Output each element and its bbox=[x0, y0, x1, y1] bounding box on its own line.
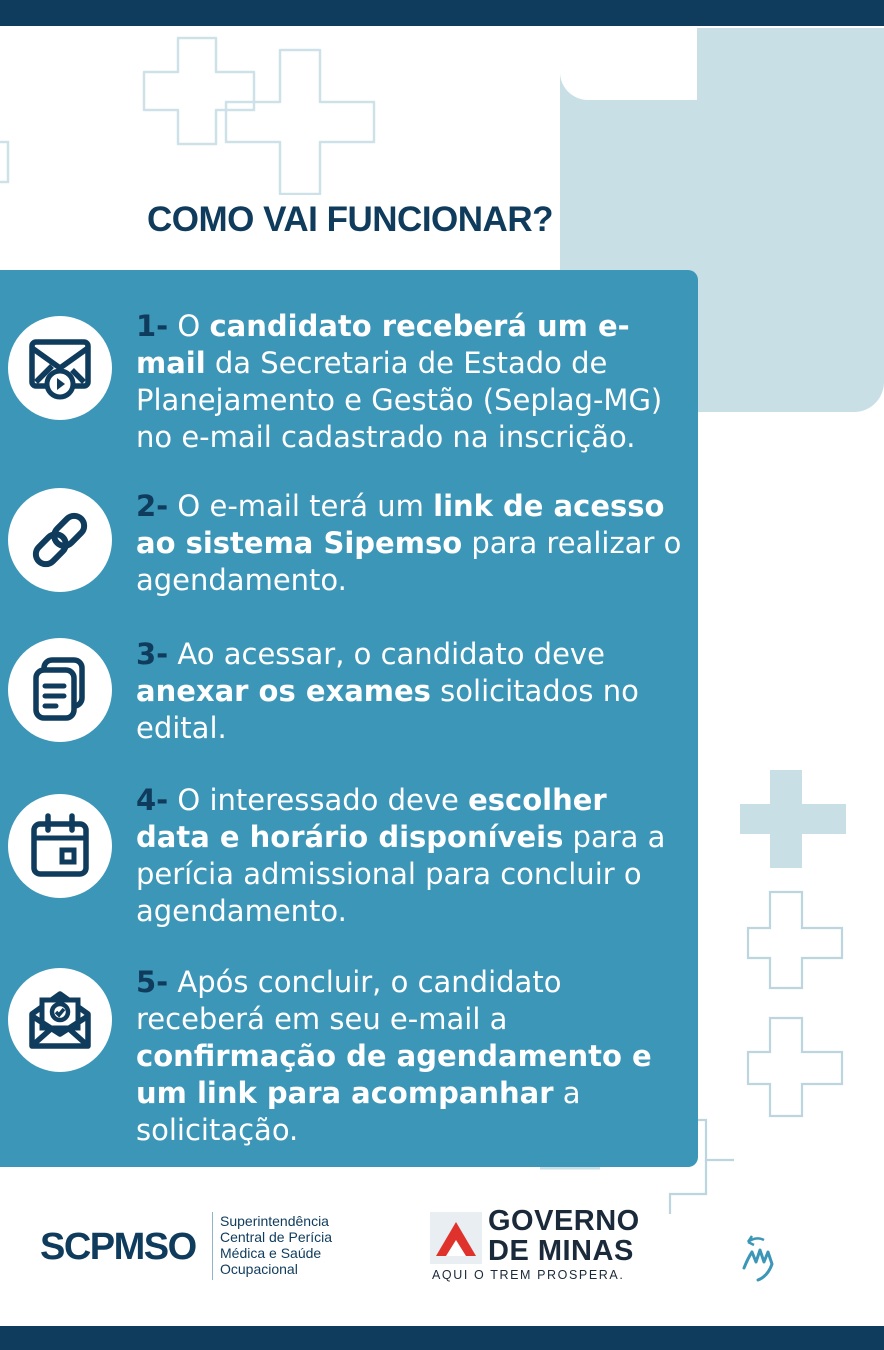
envelope-check-icon bbox=[24, 984, 96, 1056]
step-3-text bbox=[136, 636, 686, 747]
steps-panel bbox=[0, 270, 698, 1167]
step-text-bold: link de acesso ao sistema Sipemso bbox=[136, 489, 665, 560]
step-text-part: solicitados no edital. bbox=[136, 674, 639, 745]
step-text-part: Após concluir, o candidato receberá em seu e-mail a bbox=[136, 965, 562, 1036]
governo-line2: DE MINAS bbox=[488, 1235, 634, 1267]
step-3-icon-circle bbox=[8, 638, 112, 742]
background-block-cut bbox=[560, 28, 697, 100]
step-text-part: da Secretaria de Estado de Planejamento e Gestão (Seplag-MG) no e-mail cadastrado na inscrição. bbox=[136, 346, 663, 454]
page-title: COMO VAI FUNCIONAR? bbox=[147, 200, 553, 239]
swipe-hand-icon bbox=[738, 1232, 786, 1284]
step-number: 5- bbox=[136, 965, 169, 999]
step-text-part: para realizar o agendamento. bbox=[136, 526, 682, 597]
step-number: 2- bbox=[136, 489, 169, 523]
governo-tagline: AQUI O TREM PROSPERA. bbox=[432, 1268, 625, 1282]
cross-outline-decoration-top bbox=[0, 20, 420, 195]
scpmso-subtitle-line: Ocupacional bbox=[220, 1261, 298, 1277]
envelope-play-icon bbox=[24, 332, 96, 404]
step-text-part: Ao acessar, o candidato deve bbox=[168, 637, 605, 671]
step-5-icon-circle bbox=[8, 968, 112, 1072]
step-4-icon-circle bbox=[8, 794, 112, 898]
governo-line1: GOVERNO bbox=[488, 1205, 640, 1237]
bottom-bar bbox=[0, 1326, 884, 1350]
step-text-bold: confirmação de agendamento e um link para acompanhar bbox=[136, 1039, 652, 1110]
scpmso-subtitle-line: Central de Perícia bbox=[220, 1229, 333, 1245]
step-text-bold: escolher data e horário disponíveis bbox=[136, 783, 607, 854]
scpmso-subtitle-line: Médica e Saúde bbox=[220, 1245, 322, 1261]
scpmso-subtitle bbox=[220, 1213, 332, 1277]
step-number: 3- bbox=[136, 637, 169, 671]
scpmso-logo: SCPMSO bbox=[40, 1226, 196, 1268]
governo-minas-logo bbox=[488, 1206, 640, 1266]
step-text-part: O bbox=[168, 309, 210, 343]
step-text-part: O e-mail terá um bbox=[168, 489, 434, 523]
step-text-part: a solicitação. bbox=[136, 1076, 581, 1147]
calendar-icon bbox=[24, 810, 96, 882]
scpmso-subtitle-line: Superintendência bbox=[220, 1213, 329, 1229]
step-text-part: O interessado deve bbox=[168, 783, 469, 817]
governo-minas-triangle-icon bbox=[430, 1212, 482, 1264]
step-5-text bbox=[136, 964, 686, 1149]
step-4-text bbox=[136, 782, 686, 930]
step-text-bold: anexar os exames bbox=[136, 674, 431, 708]
step-2-icon-circle bbox=[8, 488, 112, 592]
step-text-part: para a perícia admissional para concluir o agendamento. bbox=[136, 820, 666, 928]
step-text-bold: candidato receberá um e-mail bbox=[136, 309, 630, 380]
documents-icon bbox=[24, 654, 96, 726]
step-2-text bbox=[136, 488, 686, 599]
scpmso-separator bbox=[212, 1212, 213, 1280]
step-1-text bbox=[136, 308, 686, 456]
cross-decoration-right bbox=[740, 760, 860, 1120]
step-number: 4- bbox=[136, 783, 169, 817]
link-chain-icon bbox=[24, 504, 96, 576]
step-number: 1- bbox=[136, 309, 169, 343]
step-1-icon-circle bbox=[8, 316, 112, 420]
